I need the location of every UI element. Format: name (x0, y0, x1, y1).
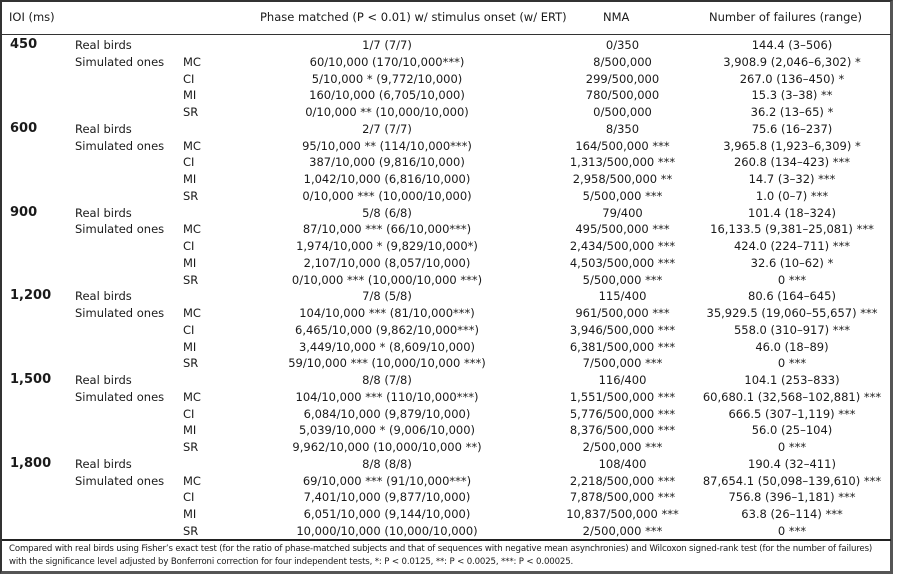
table-row (2, 322, 892, 339)
group-cell: Real birds (75, 373, 132, 387)
table-row (2, 406, 892, 423)
nma-cell: 2,958/500,000 ** (572, 172, 673, 186)
model-cell: SR (183, 356, 199, 371)
group-cell: Real birds (75, 121, 132, 136)
phase-matched-cell: 59/10,000 *** (10,000/10,000 ***) (288, 356, 486, 371)
table-footnote (9, 543, 889, 569)
group-cell: Real birds (75, 38, 132, 52)
table-row (2, 355, 892, 372)
nma-cell: 2/500,000 *** (582, 440, 663, 454)
phase-matched-cell: 1,974/10,000 * (9,829/10,000*) (296, 239, 478, 253)
model-cell: MC (183, 306, 201, 320)
table-row (2, 305, 892, 322)
failures-cell: 80.6 (164–645) (748, 289, 836, 304)
failures-cell: 0 *** (777, 440, 807, 454)
nma-cell: 0/500,000 (593, 105, 652, 119)
table-row (2, 339, 892, 356)
model-cell: MC (183, 138, 201, 153)
table-row (2, 54, 892, 71)
footer-rule (2, 539, 891, 541)
failures-cell: 0 *** (777, 523, 807, 538)
model-cell: MI (183, 172, 197, 186)
header-rule (2, 34, 891, 35)
header-ioi: IOI (ms) (9, 10, 55, 24)
group-cell: Simulated ones (75, 138, 165, 153)
phase-matched-cell: 9,962/10,000 (10,000/10,000 **) (292, 440, 482, 454)
phase-matched-cell: 8/8 (7/8) (362, 373, 412, 387)
table-row (2, 71, 892, 88)
phase-matched-cell: 5/10,000 * (9,772/10,000) (311, 71, 463, 86)
phase-matched-cell: 1/7 (7/7) (362, 38, 412, 52)
table-row (2, 171, 892, 188)
failures-cell: 63.8 (26–114) *** (741, 507, 843, 521)
table-row (2, 523, 892, 540)
nma-cell: 6,381/500,000 *** (569, 339, 676, 354)
nma-cell: 1,551/500,000 *** (569, 389, 676, 404)
nma-cell: 495/500,000 *** (575, 222, 670, 237)
model-cell: MI (183, 423, 197, 438)
ioi-cell: 1,500 (10, 372, 52, 387)
phase-matched-cell: 0/10,000 *** (10,000/10,000) (302, 188, 472, 203)
nma-cell: 2,434/500,000 *** (569, 239, 676, 253)
nma-cell: 5,776/500,000 *** (569, 406, 676, 421)
failures-cell: 0 *** (777, 356, 807, 371)
model-cell: CI (183, 71, 195, 86)
phase-matched-cell: 8/8 (8/8) (362, 456, 412, 471)
phase-matched-cell: 87/10,000 *** (66/10,000***) (302, 222, 472, 237)
nma-cell: 8/500,000 (593, 54, 652, 69)
phase-matched-cell: 10,000/10,000 (10,000/10,000) (296, 523, 478, 538)
ioi-cell: 600 (10, 120, 38, 136)
failures-cell: 666.5 (307–1,119) *** (728, 406, 856, 421)
table-header (2, 2, 892, 35)
phase-matched-cell: 7/8 (5/8) (362, 289, 412, 304)
phase-matched-cell: 6,084/10,000 (9,879/10,000) (303, 406, 471, 421)
nma-cell: 164/500,000 *** (575, 138, 670, 153)
failures-cell: 1.0 (0–7) *** (755, 188, 829, 203)
header-nma: NMA (603, 10, 630, 24)
group-cell: Simulated ones (75, 54, 165, 69)
phase-matched-cell: 5,039/10,000 * (9,006/10,000) (298, 423, 476, 438)
model-cell: MC (183, 222, 201, 237)
model-cell: MI (183, 88, 197, 103)
failures-cell: 46.0 (18–89) (755, 339, 829, 354)
ioi-cell: 450 (10, 37, 38, 52)
phase-matched-cell: 60/10,000 (170/10,000***) (309, 54, 465, 69)
nma-cell: 7/500,000 *** (582, 356, 663, 371)
nma-cell: 780/500,000 (585, 88, 660, 103)
model-cell: MC (183, 389, 201, 404)
failures-cell: 3,965.8 (1,923–6,309) * (723, 138, 861, 153)
failures-cell: 267.0 (136–450) * (739, 71, 845, 86)
footnote-line-2: with the significance level adjusted by Bonferroni correction for four independent tests, *: P < 0.0125, **: P < 0.0025, ***: P < 0.00025. (9, 557, 574, 567)
phase-matched-cell: 2/7 (7/7) (362, 121, 412, 136)
phase-matched-cell: 160/10,000 (6,705/10,000) (309, 88, 465, 103)
failures-cell: 190.4 (32–411) (748, 456, 836, 471)
model-cell: CI (183, 155, 195, 170)
table-row (2, 154, 892, 171)
nma-cell: 0/350 (605, 38, 640, 52)
table-body (2, 37, 892, 540)
model-cell: MI (183, 507, 197, 521)
table-row (2, 439, 892, 456)
phase-matched-cell: 3,449/10,000 * (8,609/10,000) (298, 339, 476, 354)
group-cell: Simulated ones (75, 306, 165, 320)
group-cell: Real birds (75, 205, 132, 220)
model-cell: SR (183, 523, 199, 538)
table-row (2, 37, 892, 54)
nma-cell: 5/500,000 *** (582, 188, 663, 203)
phase-matched-cell: 0/10,000 ** (10,000/10,000) (305, 105, 469, 119)
failures-cell: 56.0 (25–104) (751, 423, 833, 438)
failures-cell: 144.4 (3–506) (751, 38, 833, 52)
model-cell: CI (183, 322, 195, 337)
nma-cell: 3,946/500,000 *** (569, 322, 676, 337)
table-row (2, 221, 892, 238)
phase-matched-cell: 104/10,000 *** (81/10,000***) (299, 306, 475, 320)
failures-cell: 35,929.5 (19,060–55,657) *** (706, 306, 878, 320)
table-row (2, 238, 892, 255)
phase-matched-cell: 2,107/10,000 (8,057/10,000) (303, 255, 471, 270)
table-row (2, 188, 892, 205)
group-cell: Simulated ones (75, 389, 165, 404)
phase-matched-cell: 95/10,000 ** (114/10,000***) (302, 138, 472, 153)
failures-cell: 16,133.5 (9,381–25,081) *** (710, 222, 874, 237)
failures-cell: 424.0 (224–711) *** (733, 239, 851, 253)
nma-cell: 2/500,000 *** (582, 523, 663, 538)
nma-cell: 8,376/500,000 *** (569, 423, 676, 438)
phase-matched-cell: 5/8 (6/8) (362, 205, 412, 220)
failures-cell: 60,680.1 (32,568–102,881) *** (702, 389, 882, 404)
nma-cell: 108/400 (598, 456, 647, 471)
model-cell: SR (183, 272, 199, 287)
failures-cell: 0 *** (777, 272, 807, 287)
model-cell: CI (183, 406, 195, 421)
model-cell: SR (183, 105, 199, 119)
header-phase-matched: Phase matched (P < 0.01) w/ stimulus onset (w/ ERT) (260, 10, 567, 24)
table-row (2, 255, 892, 272)
model-cell: MI (183, 339, 197, 354)
nma-cell: 10,837/500,000 *** (566, 507, 679, 521)
table-row (2, 456, 892, 473)
model-cell: MC (183, 54, 201, 69)
phase-matched-cell: 69/10,000 *** (91/10,000***) (302, 473, 472, 488)
nma-cell: 1,313/500,000 *** (569, 155, 676, 170)
phase-matched-cell: 1,042/10,000 (6,816/10,000) (303, 172, 471, 186)
table-row (2, 87, 892, 104)
table-row (2, 489, 892, 506)
header-failures: Number of failures (range) (709, 10, 862, 24)
failures-cell: 32.6 (10–62) * (750, 255, 834, 270)
table-row (2, 104, 892, 121)
nma-cell: 115/400 (598, 289, 647, 304)
group-cell: Real birds (75, 456, 132, 471)
phase-matched-cell: 7,401/10,000 (9,877/10,000) (303, 490, 471, 505)
nma-cell: 4,503/500,000 *** (569, 255, 676, 270)
table-row (2, 506, 892, 523)
model-cell: SR (183, 188, 199, 203)
table-row (2, 205, 892, 222)
model-cell: MI (183, 255, 197, 270)
nma-cell: 299/500,000 (585, 71, 660, 86)
table-row (2, 288, 892, 305)
failures-cell: 101.4 (18–324) (748, 205, 836, 220)
failures-cell: 756.8 (396–1,181) *** (728, 490, 856, 505)
phase-matched-cell: 6,051/10,000 (9,144/10,000) (303, 507, 471, 521)
table-row (2, 272, 892, 289)
table-row (2, 372, 892, 389)
model-cell: CI (183, 239, 195, 253)
ioi-cell: 900 (10, 204, 38, 220)
nma-cell: 8/350 (605, 121, 640, 136)
table-row (2, 138, 892, 155)
failures-cell: 104.1 (253–833) (744, 373, 840, 387)
group-cell: Real birds (75, 289, 132, 304)
nma-cell: 2,218/500,000 *** (569, 473, 676, 488)
footnote-line-1: Compared with real birds using Fisher’s exact test (for the ratio of phase-matched subjects and that of sequences with negative mean asynchronies) and Wilcoxon signed-rank test (for the number of failures) (9, 544, 873, 554)
failures-cell: 75.6 (16–237) (751, 121, 833, 136)
model-cell: MC (183, 473, 201, 488)
model-cell: CI (183, 490, 195, 505)
nma-cell: 116/400 (598, 373, 647, 387)
failures-cell: 558.0 (310–917) *** (733, 322, 851, 337)
failures-cell: 15.3 (3–38) ** (751, 88, 833, 103)
ioi-cell: 1,800 (10, 455, 52, 471)
failures-cell: 260.8 (134–423) *** (733, 155, 851, 170)
failures-cell: 14.7 (3–32) *** (748, 172, 836, 186)
failures-cell: 36.2 (13–65) * (750, 105, 834, 119)
nma-cell: 961/500,000 *** (575, 306, 670, 320)
group-cell: Simulated ones (75, 222, 165, 237)
phase-matched-cell: 104/10,000 *** (110/10,000***) (295, 389, 479, 404)
nma-cell: 7,878/500,000 *** (569, 490, 676, 505)
nma-cell: 5/500,000 *** (582, 272, 663, 287)
phase-matched-cell: 387/10,000 (9,816/10,000) (309, 155, 465, 170)
failures-cell: 3,908.9 (2,046–6,302) * (723, 54, 861, 69)
phase-matched-cell: 0/10,000 *** (10,000/10,000 ***) (291, 272, 483, 287)
group-cell: Simulated ones (75, 473, 165, 488)
table-row (2, 389, 892, 406)
failures-cell: 87,654.1 (50,098–139,610) *** (702, 473, 882, 488)
model-cell: SR (183, 440, 199, 454)
nma-cell: 79/400 (602, 205, 643, 220)
table-row (2, 422, 892, 439)
table-row (2, 121, 892, 138)
table-row (2, 473, 892, 490)
ioi-cell: 1,200 (10, 288, 52, 304)
phase-matched-cell: 6,465/10,000 (9,862/10,000***) (295, 322, 479, 337)
